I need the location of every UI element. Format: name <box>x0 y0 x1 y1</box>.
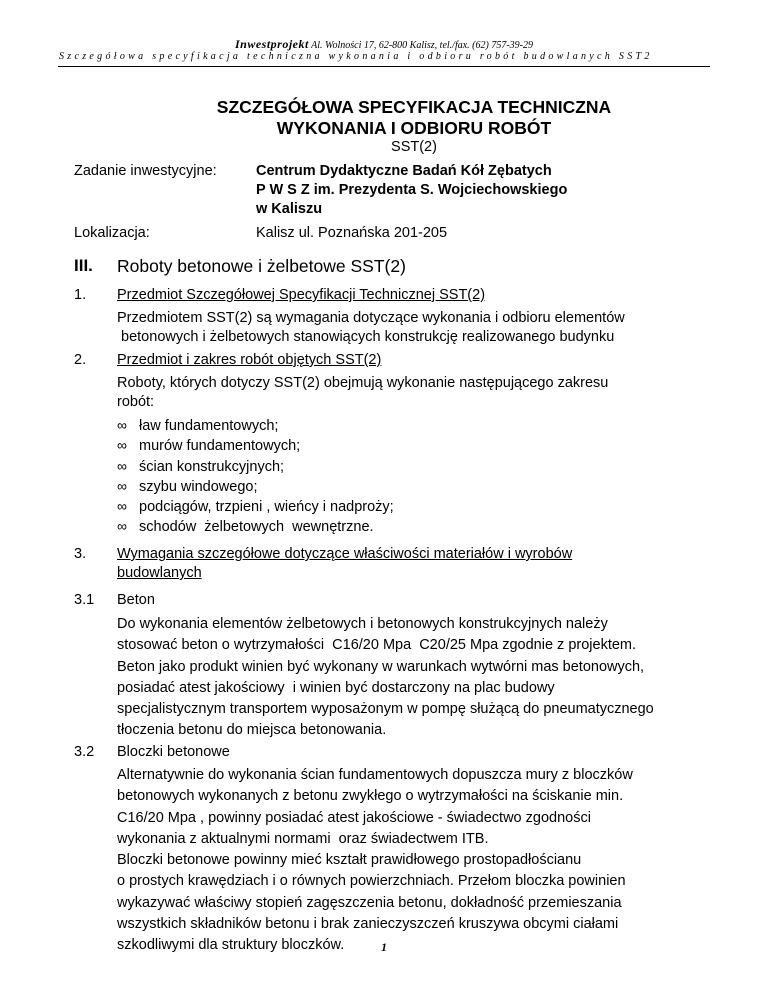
item-3-heading-2: budowlanych <box>117 565 202 581</box>
list-item: ∞ schodów żelbetowych wewnętrzne. <box>117 518 374 536</box>
list-item: ∞ podciągów, trzpieni , wieńcy i nadproży; <box>117 498 394 516</box>
bullet-icon: ∞ <box>117 498 127 515</box>
item-1-heading: Przedmiot Szczegółowej Specyfikacji Technicznej SST(2) <box>117 287 486 303</box>
running-title: Szczegółowa specyfikacja techniczna wykonania i odbioru robót budowlanych SST2 <box>59 51 653 62</box>
location-value: Kalisz ul. Poznańska 201-205 <box>256 225 448 241</box>
item-3-1-number: 3.1 <box>74 592 95 608</box>
item-2-number: 2. <box>74 352 87 368</box>
item-3-2-paragraph: Alternatywnie do wykonania ścian fundamentowych dopuszcza mury z bloczków betonowych wykonanych z betonu zwykłego o wytrzymałości na ściskanie min. C16/20 Mpa , powinny posiadać atest jakościowe - świadectwo zgodności wykonania z aktualnymi normami oraz świadectwem ITB. Bloczki betonowe powinny mieć kształt prawidłowego prostopadłościanu o prostych krawędziach i o równych powierzchniach. Przełom bloczka powinien wykazywać właściwy stopień zagęszczenia betonu, dokładność przemieszania wszystkich składników betonu i brak zanieczyszczeń kruszywa obcymi ciałami szkodliwymi dla struktury bloczków. <box>117 767 633 954</box>
list-item: ∞ ław fundamentowych; <box>117 417 279 434</box>
bullet-icon: ∞ <box>117 417 127 433</box>
item-1-text-1: Przedmiotem SST(2) są wymagania dotyczące wykonania i odbioru elementów <box>117 310 625 326</box>
doc-title-line1: SZCZEGÓŁOWA SPECYFIKACJA TECHNICZNA <box>216 97 612 117</box>
item-3-2-heading: Bloczki betonowe <box>117 744 230 760</box>
section-title: Roboty betonowe i żelbetowe SST(2) <box>117 256 406 276</box>
task-label: Zadanie inwestycyjne: <box>74 163 217 179</box>
bullet-icon: ∞ <box>117 437 127 454</box>
section-number: III. <box>74 256 93 275</box>
bullet-icon: ∞ <box>117 518 127 535</box>
list-item: ∞ szybu windowego; <box>117 477 258 495</box>
list-item: ∞ murów fundamentowych; <box>117 437 301 455</box>
header-divider <box>58 66 710 67</box>
company-address: Al. Wolności 17, 62-800 Kalisz, tel./fax. (62) 757-39-29 <box>311 40 533 51</box>
doc-code: SST(2) <box>391 139 437 155</box>
item-1-number: 1. <box>74 287 87 303</box>
item-2-text-2: robót: <box>117 394 155 410</box>
task-line-2: P W S Z im. Prezydenta S. Wojciechowskiego <box>256 182 568 198</box>
item-2-heading: Przedmiot i zakres robót objętych SST(2) <box>117 352 382 368</box>
item-3-heading-1: Wymagania szczegółowe dotyczące właściwości materiałów i wyrobów <box>117 546 573 562</box>
list-item: ∞ ścian konstrukcyjnych; <box>117 457 285 475</box>
item-1-text-2: betonowych i żelbetowych stanowiących konstrukcję realizowanego budynku <box>117 329 615 345</box>
item-3-2-number: 3.2 <box>74 744 95 760</box>
location-label: Lokalizacja: <box>74 225 150 241</box>
item-3-1-paragraph: Do wykonania elementów żelbetowych i betonowych konstrukcyjnych należy stosować beton o wytrzymałości C16/20 Mpa C20/25 Mpa zgodnie z projektem. Beton jako produkt winien być wykonany w warunkach wytwórni mas betonowych, posiadać atest jakościowy i winien być dostarczony na plac budowy specjalistycznym transportem wyposażonym w pompę służącą do pneumatycznego tłoczenia betonu do miejsca betonowania. <box>117 616 654 739</box>
doc-title-line2: WYKONANIA I ODBIORU ROBÓT <box>276 118 552 138</box>
company-name: Inwestprojekt <box>234 37 309 51</box>
item-3-1-heading: Beton <box>117 592 155 608</box>
document-header <box>0 38 768 52</box>
task-line-1: Centrum Dydaktyczne Badań Kół Zębatych <box>256 163 552 179</box>
task-line-3: w Kaliszu <box>256 201 323 217</box>
item-3-number: 3. <box>74 546 87 562</box>
bullet-icon: ∞ <box>117 477 127 494</box>
page-number: 1 <box>381 940 387 954</box>
bullet-icon: ∞ <box>117 457 127 474</box>
scope-list <box>117 416 394 538</box>
item-2-text-1: Roboty, których dotyczy SST(2) obejmują wykonanie następującego zakresu <box>117 375 609 391</box>
